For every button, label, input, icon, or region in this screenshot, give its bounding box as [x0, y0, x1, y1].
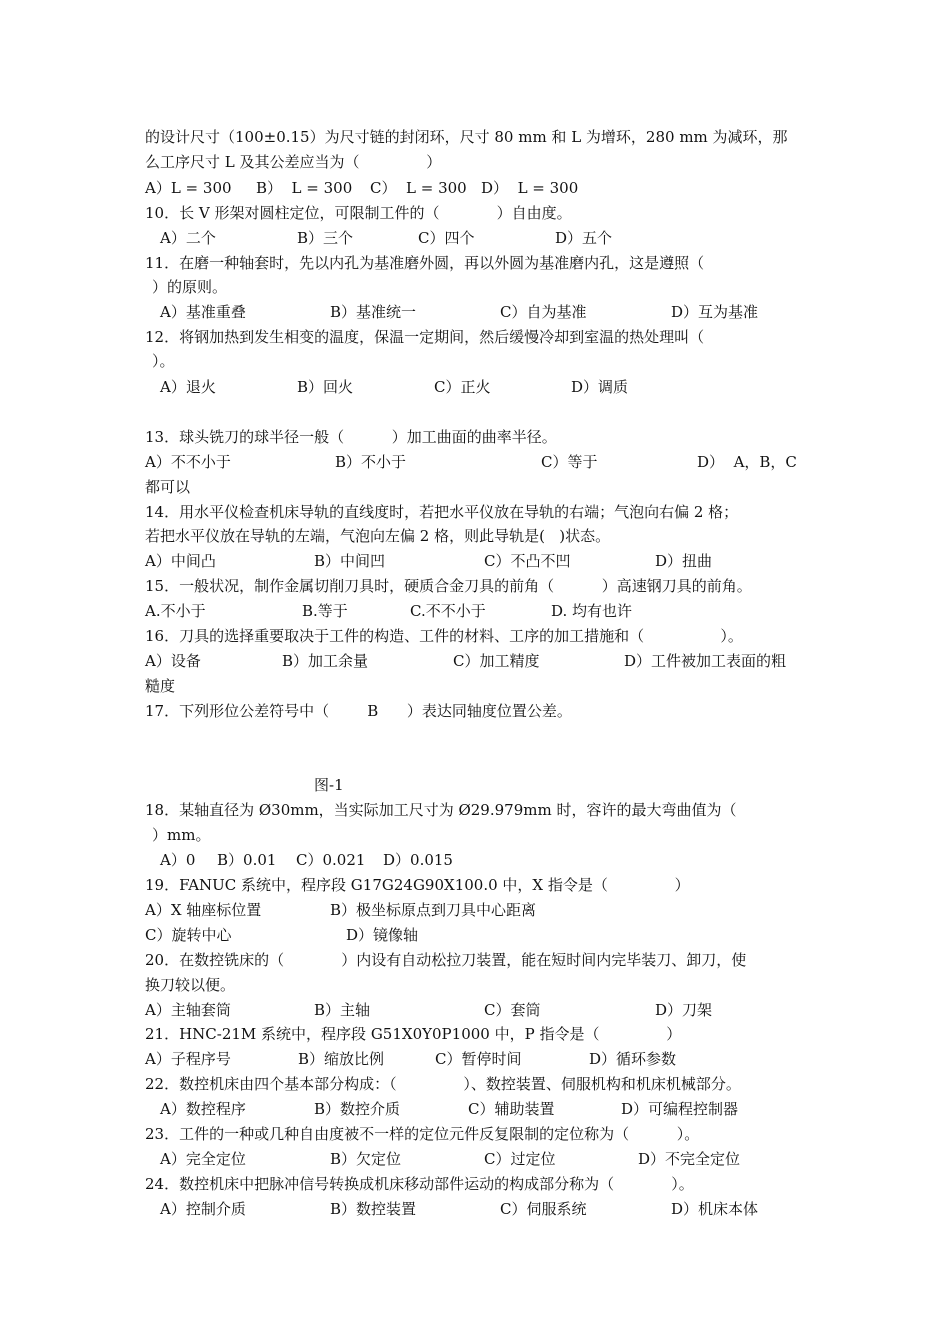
q22-option-d: D）可编程控制器	[621, 1100, 739, 1118]
q20-option-c: C）套筒	[484, 1001, 541, 1019]
q10-option-c: C）四个	[418, 229, 475, 247]
q15-option-b: B.等于	[302, 602, 348, 620]
q24-line1: 24．数控机床中把脉冲信号转换成机床移动部件运动的构成部分称为（ ）。	[145, 1175, 694, 1193]
q16-option-a: A）设备	[145, 652, 201, 670]
q11-line2: ）的原则。	[152, 278, 228, 296]
q21-option-a: A）子程序号	[145, 1050, 231, 1068]
q19-option-d: D）镜像轴	[346, 926, 419, 944]
figure-caption: 图-1	[314, 776, 344, 794]
q15-option-c: C.不不小于	[410, 602, 486, 620]
q11-option-a: A）基准重叠	[160, 303, 246, 321]
q15-option-a: A.不小于	[145, 602, 206, 620]
q19-option-c: C）旋转中心	[145, 926, 232, 944]
q10-option-a: A）二个	[160, 229, 216, 247]
q20-line1: 20．在数控铣床的（ ）内设有自动松拉刀装置，能在短时间内完毕装刀、卸刀，使	[145, 951, 747, 969]
q9-line2: 么工序尺寸 L 及其公差应当为（ ）	[145, 153, 442, 171]
q23-option-a: A）完全定位	[160, 1150, 246, 1168]
q16-option-d: D）工件被加工表面的粗	[624, 652, 787, 670]
q24-option-a: A）控制介质	[160, 1200, 246, 1218]
q12-option-d: D）调质	[571, 378, 629, 396]
q15-line1: 15．一般状况，制作金属切削刀具时，硬质合金刀具的前角（ ）高速钢刀具的前角。	[145, 577, 752, 595]
q11-option-b: B）基准统一	[330, 303, 417, 321]
q9-line1: 的设计尺寸（100±0.15）为尺寸链的封闭环，尺寸 80 mm 和 L 为增环，280 mm 为减环，那	[145, 128, 788, 146]
q14-line2: 若把水平仪放在导轨的左端，气泡向左偏 2 格，则此导轨是( )状态。	[145, 527, 611, 545]
q23-option-d: D）不完全定位	[638, 1150, 741, 1168]
q22-option-c: C）辅助装置	[468, 1100, 555, 1118]
q22-line1: 22．数控机床由四个基本部分构成：（ ）、数控装置、伺服机构和机床机械部分。	[145, 1075, 741, 1093]
q16-option-c: C）加工精度	[453, 652, 540, 670]
q13-option-b: B）不小于	[335, 453, 407, 471]
q19-option-a: A）X 轴座标位置	[145, 901, 262, 919]
q18-line1: 18．某轴直径为 Ø30mm，当实际加工尺寸为 Ø29.979mm 时，容许的最大弯曲值为（	[145, 801, 737, 819]
q20-option-d: D）刀架	[655, 1001, 713, 1019]
q13-option-d: D） A，B，C	[697, 453, 797, 471]
q24-option-b: B）数控装置	[330, 1200, 417, 1218]
q10-line1: 10．长 V 形架对圆柱定位，可限制工件的（ ）自由度。	[145, 204, 572, 222]
q9-option-a: A）L = 300	[145, 179, 232, 197]
q20-line2: 换刀较以便。	[145, 976, 236, 994]
q12-option-a: A）退火	[160, 378, 216, 396]
q18-option-a: A）0	[160, 851, 196, 869]
q18-option-d: D）0.015	[383, 851, 453, 869]
q12-option-b: B）回火	[297, 378, 354, 396]
q19-option-b: B）极坐标原点到刀具中心距离	[330, 901, 537, 919]
q24-option-d: D）机床本体	[671, 1200, 759, 1218]
q22-option-b: B）数控介质	[314, 1100, 401, 1118]
q9-option-b: B） L = 300	[256, 179, 353, 197]
q12-option-c: C）正火	[434, 378, 491, 396]
q12-line2: ）。	[152, 352, 175, 370]
q13-line2: 都可以	[145, 478, 191, 496]
q16-line2: 糙度	[145, 677, 176, 695]
q18-line2: ）mm。	[152, 826, 211, 844]
q20-option-b: B）主轴	[314, 1001, 371, 1019]
q21-option-b: B）缩放比例	[298, 1050, 385, 1068]
q10-option-d: D）五个	[555, 229, 613, 247]
q14-line1: 14．用水平仪检查机床导轨的直线度时，若把水平仪放在导轨的右端；气泡向右偏 2 格；	[145, 503, 739, 521]
q21-option-d: D）循环参数	[589, 1050, 677, 1068]
q13-line1: 13．球头铣刀的球半径一般（ ）加工曲面的曲率半径。	[145, 428, 557, 446]
q15-option-d: D. 均有也许	[551, 602, 633, 620]
q14-option-d: D）扭曲	[655, 552, 713, 570]
q16-option-b: B）加工余量	[282, 652, 369, 670]
q24-option-c: C）伺服系统	[500, 1200, 587, 1218]
q21-option-c: C）暂停时间	[435, 1050, 522, 1068]
q19-line1: 19．FANUC 系统中，程序段 G17G24G90X100.0 中，X 指令是（ ）	[145, 876, 690, 894]
q14-option-c: C）不凸不凹	[484, 552, 571, 570]
q11-option-d: D）互为基准	[671, 303, 759, 321]
q9-option-d: D） L = 300	[481, 179, 579, 197]
q16-line1: 16．刀具的选择重要取决于工件的构造、工件的材料、工序的加工措施和（ ）。	[145, 627, 743, 645]
q13-option-a: A）不不小于	[145, 453, 231, 471]
q18-option-b: B）0.01	[217, 851, 277, 869]
q14-option-a: A）中间凸	[145, 552, 216, 570]
q20-option-a: A）主轴套筒	[145, 1001, 231, 1019]
q13-option-c: C）等于	[541, 453, 598, 471]
q10-option-b: B）三个	[297, 229, 354, 247]
q21-line1: 21．HNC-21M 系统中，程序段 G51X0Y0P1000 中，P 指令是（ ）	[145, 1025, 682, 1043]
q23-option-c: C）过定位	[484, 1150, 556, 1168]
q11-option-c: C）自为基准	[500, 303, 587, 321]
q17-line1: 17．下列形位公差符号中（ B ）表达同轴度位置公差。	[145, 702, 572, 720]
q18-option-c: C）0.021	[296, 851, 366, 869]
q23-line1: 23．工件的一种或几种自由度被不一样的定位元件反复限制的定位称为（ ）。	[145, 1125, 700, 1143]
q12-line1: 12．将钢加热到发生相变的温度，保温一定期间，然后缓慢冷却到室温的热处理叫（	[145, 328, 705, 346]
q11-line1: 11．在磨一种轴套时，先以内孔为基准磨外圆，再以外圆为基准磨内孔，这是遵照（	[145, 254, 705, 272]
q14-option-b: B）中间凹	[314, 552, 386, 570]
q22-option-a: A）数控程序	[160, 1100, 246, 1118]
q9-option-c: C） L = 300	[370, 179, 467, 197]
q23-option-b: B）欠定位	[330, 1150, 402, 1168]
